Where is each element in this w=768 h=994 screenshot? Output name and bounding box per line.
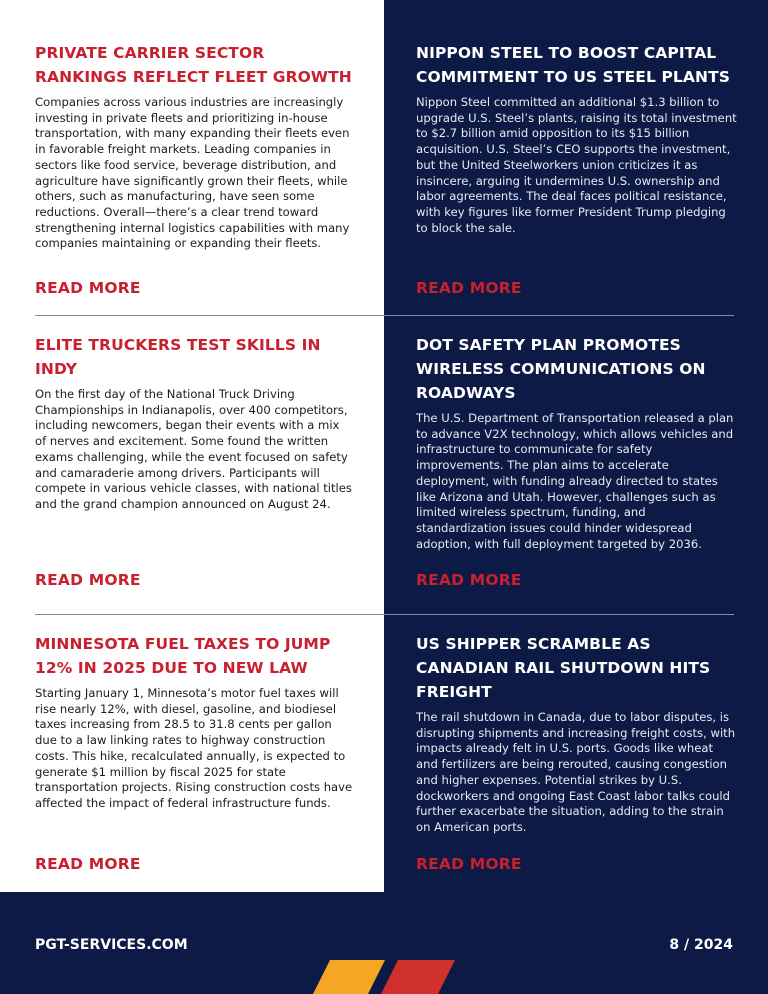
read-more-link[interactable]: READ MORE (416, 571, 522, 589)
footer-website-link[interactable]: PGT-SERVICES.COM (35, 937, 188, 953)
article-body: Nippon Steel committed an additional $1.3 billion to upgrade U.S. Steel’s plants, raising its total investment to $2.7 billion amid opposition to its $15 billion acquisition. U.S. Steel’s CEO supports the investment, but the United Steelworkers union criticizes it as insincere, arguing it undermines U.S. ownership and labor agreements. The deal faces political resistance, with key figures like former President Trump pledging to block the sale. (416, 95, 737, 235)
read-more-link[interactable]: READ MORE (35, 855, 141, 873)
divider (35, 315, 384, 316)
red-stripe (381, 960, 455, 994)
article-title: MINNESOTA FUEL TAXES TO JUMP 12% IN 2025 DUE TO NEW LAW (35, 635, 331, 677)
article-body: On the first day of the National Truck Driving Championships in Indianapolis, over 400 competitors, including newcomers, began their events with a mix of nerves and excitement. Some found the written exams challenging, while the event focused on safety and camaraderie among drivers. Participants will compete in various vehicle classes, with national titles and the grand champion announced on August 24. (35, 387, 352, 511)
read-more-link[interactable]: READ MORE (35, 571, 141, 589)
article-title: DOT SAFETY PLAN PROMOTES WIRELESS COMMUNICATIONS ON ROADWAYS (416, 336, 706, 402)
footer-page-number: 8 / 2024 (669, 937, 733, 953)
divider (35, 614, 384, 615)
decorative-stripes (310, 960, 460, 994)
article-dot-safety (416, 333, 738, 552)
article-title: NIPPON STEEL TO BOOST CAPITAL COMMITMENT TO US STEEL PLANTS (416, 44, 731, 86)
divider (384, 614, 734, 615)
article-title: ELITE TRUCKERS TEST SKILLS IN INDY (35, 336, 321, 378)
article-elite-truckers (35, 333, 353, 513)
read-more-link[interactable]: READ MORE (35, 279, 141, 297)
divider (384, 315, 734, 316)
article-title: PRIVATE CARRIER SECTOR RANKINGS REFLECT FLEET GROWTH (35, 44, 352, 86)
article-body: The rail shutdown in Canada, due to labor disputes, is disrupting shipments and increasing freight costs, with impacts already felt in U.S. ports. Goods like wheat and fertilizers are being rerouted, causing congestion and higher expenses. Potential strikes by U.S. dockworkers and ongoing East Coast labor talks could further exacerbate the situation, adding to the strain on American ports. (416, 710, 736, 834)
article-body: Companies across various industries are increasingly investing in private fleets and prioritizing in-house transportation, with many expanding their fleets even in favorable freight markets. Leading companies in sectors like food service, beverage distribution, and agriculture have significantly grown their fleets, while others, such as manufacturing, have seen some reductions. Overall—there’s a clear trend toward strengthening internal logistics capabilities with many companies maintaining or expanding their fleets. (35, 95, 350, 251)
article-minnesota-fuel (35, 632, 353, 812)
article-canadian-rail (416, 632, 738, 836)
article-body: The U.S. Department of Transportation released a plan to advance V2X technology, which allows vehicles and infrastructure to communicate for safety improvements. The plan aims to accelerate deployment, with funding already directed to states like Arizona and Utah. However, challenges such as limited wireless spectrum, funding, and standardization issues could hinder widespread adoption, with full deployment targeted by 2036. (416, 411, 734, 551)
orange-stripe (313, 960, 385, 994)
read-more-link[interactable]: READ MORE (416, 855, 522, 873)
article-body: Starting January 1, Minnesota’s motor fuel taxes will rise nearly 12%, with diesel, gasoline, and biodiesel taxes increasing from 28.5 to 31.8 cents per gallon due to a law linking rates to highway construction costs. This hike, recalculated annually, is expected to generate $1 million by fiscal 2025 for state transportation projects. Rising construction costs have affected the impact of federal infrastructure funds. (35, 686, 353, 810)
article-private-carrier (35, 41, 353, 252)
article-nippon-steel (416, 41, 738, 236)
read-more-link[interactable]: READ MORE (416, 279, 522, 297)
article-title: US SHIPPER SCRAMBLE AS CANADIAN RAIL SHUTDOWN HITS FREIGHT (416, 635, 711, 701)
